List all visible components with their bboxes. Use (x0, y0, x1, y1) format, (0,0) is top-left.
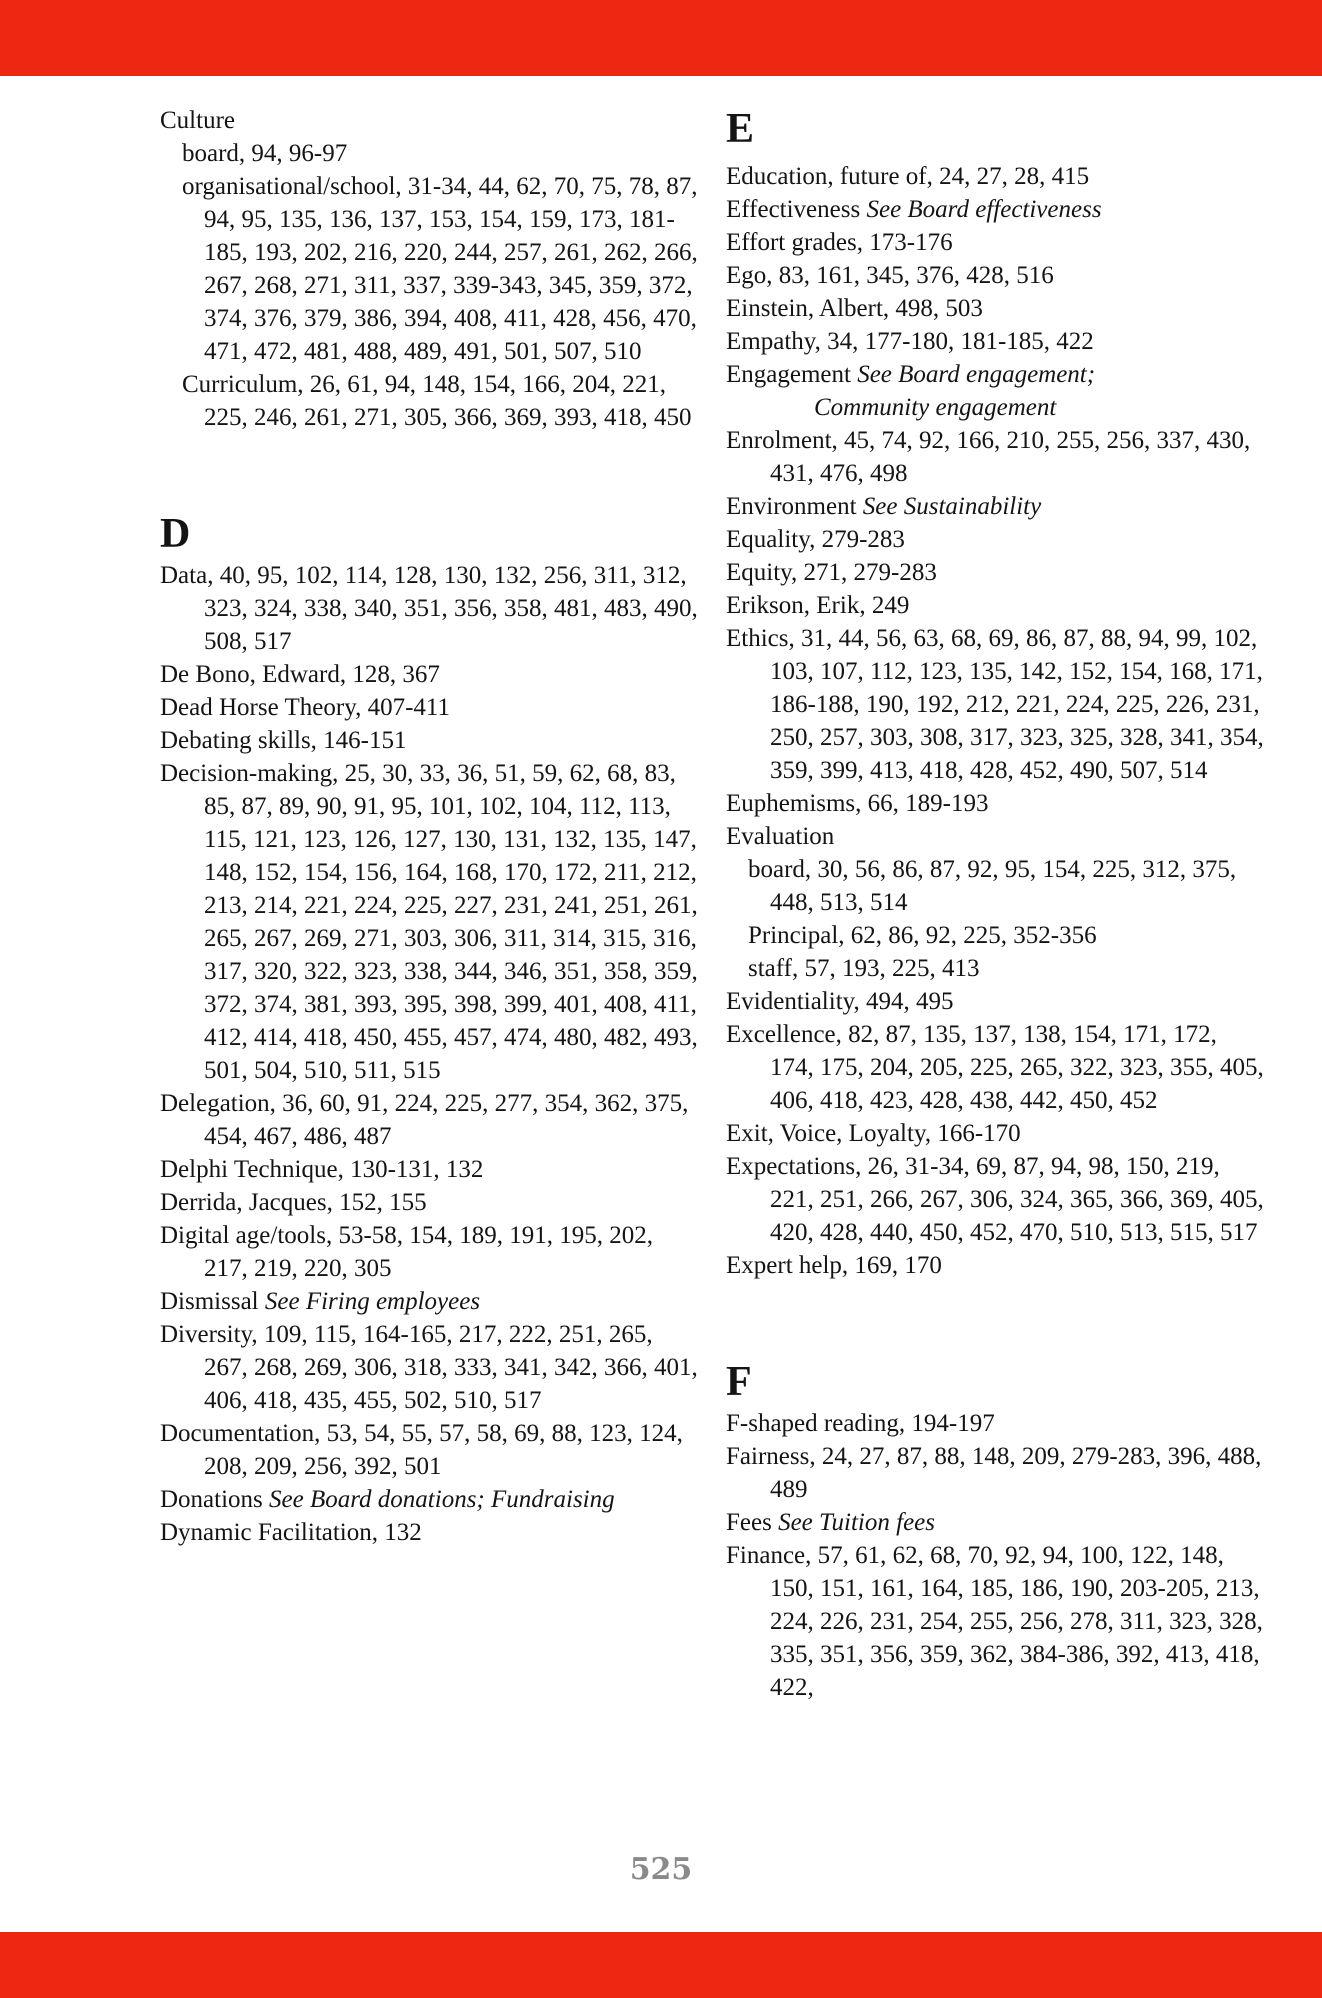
entry-text: Education, future of, 24, 27, 28, 415 (726, 163, 1090, 190)
entry-text: staff, 57, 193, 225, 413 (748, 955, 980, 982)
entry-text: Donations (160, 1486, 263, 1513)
index-subentry (726, 919, 1266, 952)
index-entry (726, 325, 1266, 358)
entry-text: Expert help, 169, 170 (726, 1252, 942, 1279)
index-entry (160, 691, 700, 724)
section-letter-e: E (726, 106, 755, 152)
index-entry (726, 820, 1266, 853)
entry-text: Delegation, 36, 60, 91, 224, 225, 277, 354, 362, 375, 454, 467, 486, 487 (160, 1090, 689, 1150)
index-entry (160, 1186, 700, 1219)
entry-text: Engagement (726, 361, 851, 388)
index-entry (160, 1417, 700, 1483)
entry-text: Erikson, Erik, 249 (726, 592, 910, 619)
index-entry (726, 292, 1266, 325)
index-entry (160, 559, 700, 658)
index-entry (726, 787, 1266, 820)
index-entry (160, 1087, 700, 1153)
index-entry (160, 1318, 700, 1417)
index-entry (160, 724, 700, 757)
index-subentry (160, 368, 700, 434)
index-entry (726, 523, 1266, 556)
index-entry (726, 1506, 1266, 1539)
see-reference: See Board effectiveness (866, 196, 1102, 223)
entry-text: Expectations, 26, 31-34, 69, 87, 94, 98, 150, 219, 221, 251, 266, 267, 306, 324, 365, 366, 369, 405, 420, 428, 440, 450, 452, 470, 510, 513, 515, 517 (726, 1153, 1264, 1246)
index-entry (726, 490, 1266, 523)
entry-text: Effort grades, 173-176 (726, 229, 953, 256)
index-entry (726, 1407, 1266, 1440)
section-spacer (726, 1282, 1266, 1357)
index-subentry (160, 170, 700, 368)
entry-text: Derrida, Jacques, 152, 155 (160, 1189, 427, 1216)
entry-text: Diversity, 109, 115, 164-165, 217, 222, 251, 265, 267, 268, 269, 306, 318, 333, 341, 342, 366, 401, 406, 418, 435, 455, 502, 510, 517 (160, 1321, 698, 1414)
index-entry (726, 622, 1266, 787)
index-entry (726, 1249, 1266, 1282)
index-entry (160, 104, 700, 137)
see-reference-continued: Community engagement (814, 394, 1057, 421)
page-number: 525 (629, 1852, 693, 1887)
index-entry (160, 658, 700, 691)
entry-text: Empathy, 34, 177-180, 181-185, 422 (726, 328, 1094, 355)
see-reference: See Firing employees (264, 1288, 481, 1315)
see-reference: See Sustainability (862, 493, 1042, 520)
entry-text: Finance, 57, 61, 62, 68, 70, 92, 94, 100, 122, 148, 150, 151, 161, 164, 185, 186, 190, 203-205, 213, 224, 226, 231, 254, 255, 256, 278, 311, 323, 328, 335, 351, 356, 359, 362, 384-386, 392, 413, 418, 422, (726, 1542, 1263, 1701)
entry-text: Euphemisms, 66, 189-193 (726, 790, 989, 817)
index-subentry (726, 853, 1266, 919)
entry-text: Equality, 279-283 (726, 526, 905, 553)
entry-text: Dynamic Facilitation, 132 (160, 1519, 422, 1546)
entry-text: board, 94, 96-97 (182, 140, 348, 167)
entry-text: Fees (726, 1509, 772, 1536)
see-reference: See Board engagement; (857, 361, 1096, 388)
index-entry (160, 1219, 700, 1285)
entry-text: Ego, 83, 161, 345, 376, 428, 516 (726, 262, 1054, 289)
entry-text: Documentation, 53, 54, 55, 57, 58, 69, 88, 123, 124, 208, 209, 256, 392, 501 (160, 1420, 683, 1480)
entry-text: Dead Horse Theory, 407-411 (160, 694, 450, 721)
entry-text: Effectiveness (726, 196, 861, 223)
entry-text: Exit, Voice, Loyalty, 166-170 (726, 1120, 1021, 1147)
entry-text: Decision-making, 25, 30, 33, 36, 51, 59, 62, 68, 83, 85, 87, 89, 90, 91, 95, 101, 102, 104, 112, 113, 115, 121, 123, 126, 127, 130, 131, 132, 135, 147, 148, 152, 154, 156, 164, 168, 170, 172, 211, 212, 213, 214, 221, 224, 225, 227, 231, 241, 251, 261, 265, 267, 269, 271, 303, 306, 311, 314, 315, 316, 317, 320, 322, 323, 338, 344, 346, 351, 358, 359, 372, 374, 381, 393, 395, 398, 399, 401, 408, 411, 412, 414, 418, 450, 455, 457, 474, 480, 482, 493, 501, 504, 510, 511, 515 (160, 760, 698, 1084)
see-reference: See Board donations; Fundraising (269, 1486, 615, 1513)
bottom-color-band (0, 1932, 1322, 1998)
entry-text: Enrolment, 45, 74, 92, 166, 210, 255, 256, 337, 430, 431, 476, 498 (726, 427, 1251, 487)
index-entry (160, 757, 700, 1087)
entry-text: Debating skills, 146-151 (160, 727, 407, 754)
entry-text: Excellence, 82, 87, 135, 137, 138, 154, 171, 172, 174, 175, 204, 205, 225, 265, 322, 323, 355, 405, 406, 418, 423, 428, 438, 442, 450, 452 (726, 1021, 1264, 1114)
index-subentry (726, 952, 1266, 985)
index-entry (726, 1440, 1266, 1506)
entry-text: Fairness, 24, 27, 87, 88, 148, 209, 279-283, 396, 488, 489 (726, 1443, 1262, 1503)
entry-text: Principal, 62, 86, 92, 225, 352-356 (748, 922, 1097, 949)
index-entry (726, 358, 1266, 424)
index-subentry (160, 137, 700, 170)
entry-text: Environment (726, 493, 857, 520)
index-entry (160, 1285, 700, 1318)
entry-text: Data, 40, 95, 102, 114, 128, 130, 132, 256, 311, 312, 323, 324, 338, 340, 351, 356, 358, 481, 483, 490, 508, 517 (160, 562, 698, 655)
entry-text: Evaluation (726, 823, 835, 850)
entry-text: Equity, 271, 279-283 (726, 559, 937, 586)
index-column-left (160, 104, 700, 1549)
entry-text: Dismissal (160, 1288, 259, 1315)
entry-text: Einstein, Albert, 498, 503 (726, 295, 983, 322)
entry-text: organisational/school, 31-34, 44, 62, 70, 75, 78, 87, 94, 95, 135, 136, 137, 153, 154, 159, 173, 181-185, 193, 202, 216, 220, 244, 257, 261, 262, 266, 267, 268, 271, 311, 337, 339-343, 345, 359, 372, 374, 376, 379, 386, 394, 408, 411, 428, 456, 470, 471, 472, 481, 488, 489, 491, 501, 507, 510 (182, 173, 698, 365)
index-entry (726, 193, 1266, 226)
entry-text: F-shaped reading, 194-197 (726, 1410, 995, 1437)
entry-text: Culture (160, 107, 235, 134)
index-entry (726, 160, 1266, 193)
index-entry (726, 589, 1266, 622)
index-entry (726, 424, 1266, 490)
index-entry (160, 1516, 700, 1549)
entry-text: Curriculum, 26, 61, 94, 148, 154, 166, 204, 221, 225, 246, 261, 271, 305, 366, 369, 393, 418, 450 (182, 371, 692, 431)
section-letter-f: F (726, 1359, 752, 1405)
index-entry (726, 1018, 1266, 1117)
index-entry (726, 1150, 1266, 1249)
index-entry (726, 1117, 1266, 1150)
entry-text: Evidentiality, 494, 495 (726, 988, 954, 1015)
entry-text: De Bono, Edward, 128, 367 (160, 661, 440, 688)
index-entry (726, 259, 1266, 292)
index-entry (726, 556, 1266, 589)
index-entry (726, 226, 1266, 259)
entry-text: Ethics, 31, 44, 56, 63, 68, 69, 86, 87, 88, 94, 99, 102, 103, 107, 112, 123, 135, 142, 152, 154, 168, 171, 186-188, 190, 192, 212, 221, 224, 225, 226, 231, 250, 257, 303, 308, 317, 323, 325, 328, 341, 354, 359, 399, 413, 418, 428, 452, 490, 507, 514 (726, 625, 1264, 784)
index-entry (160, 1483, 700, 1516)
index-entry (726, 985, 1266, 1018)
entry-text: board, 30, 56, 86, 87, 92, 95, 154, 225, 312, 375, 448, 513, 514 (748, 856, 1237, 916)
index-column-right (726, 104, 1266, 1704)
see-reference: See Tuition fees (778, 1509, 935, 1536)
section-spacer (160, 434, 700, 509)
index-entry (160, 1153, 700, 1186)
entry-text: Digital age/tools, 53-58, 154, 189, 191, 195, 202, 217, 219, 220, 305 (160, 1222, 654, 1282)
top-color-band (0, 0, 1322, 76)
entry-text: Delphi Technique, 130-131, 132 (160, 1156, 484, 1183)
index-entry (726, 1539, 1266, 1704)
section-letter-d: D (160, 511, 191, 557)
